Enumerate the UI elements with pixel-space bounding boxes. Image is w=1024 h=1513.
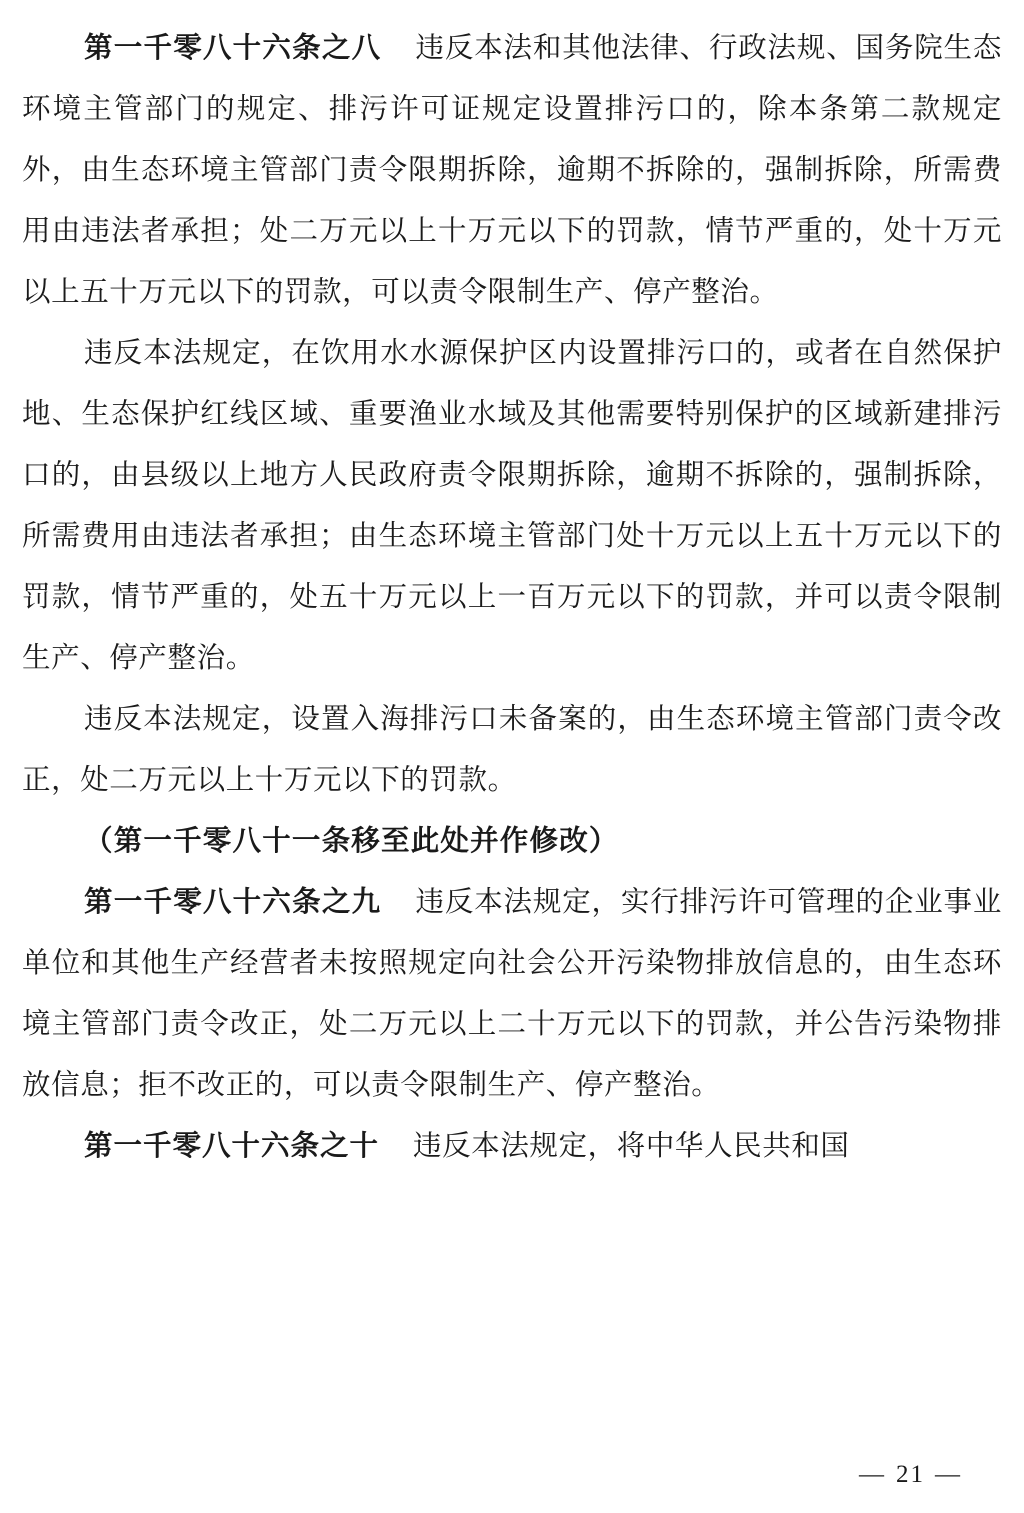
article-text: 违反本法和其他法律、行政法规、国务院生态环境主管部门的规定、排污许可证规定设置排污口的，除本条第二款规定外，由生态环境主管部门责令限期拆除，逾期不拆除的，强制拆除，所需费用由违法者承担；处二万元以上十万元以下的罚款，情节严重的，处十万元以上五十万元以下的罚款，可以责令限制生产、停产整治。 bbox=[22, 33, 1002, 308]
paragraph-article-1086-10 bbox=[22, 1116, 1002, 1177]
article-label: 第一千零八十六条之九 bbox=[84, 887, 382, 918]
article-text: 违反本法规定，将中华人民共和国 bbox=[413, 1131, 850, 1162]
paragraph-text: 违反本法规定，在饮用水水源保护区内设置排污口的，或者在自然保护地、生态保护红线区域、重要渔业水域及其他需要特别保护的区域新建排污口的，由县级以上地方人民政府责令限期拆除，逾期不拆除的，强制拆除，所需费用由违法者承担；由生态环境主管部门处十万元以上五十万元以下的罚款，情节严重的，处五十万元以上一百万元以下的罚款，并可以责令限制生产、停产整治。 bbox=[22, 338, 1002, 674]
article-text: 违反本法规定，实行排污许可管理的企业事业单位和其他生产经营者未按照规定向社会公开污染物排放信息的，由生态环境主管部门责令改正，处二万元以上二十万元以下的罚款，并公告污染物排放信息；拒不改正的，可以责令限制生产、停产整治。 bbox=[22, 887, 1002, 1101]
paragraph-article-1086-9 bbox=[22, 872, 1002, 1116]
page-number-dash-left: — bbox=[859, 1461, 886, 1488]
paragraph-body-2 bbox=[22, 323, 1002, 689]
paragraph-body-3 bbox=[22, 689, 1002, 811]
article-label: 第一千零八十六条之十 bbox=[84, 1131, 380, 1162]
paragraph-article-1086-8 bbox=[22, 18, 1002, 323]
paragraph-editorial-note bbox=[22, 811, 1002, 872]
page-number-value: 21 bbox=[896, 1461, 925, 1488]
page-number bbox=[849, 1461, 972, 1489]
paragraph-text: 违反本法规定，设置入海排污口未备案的，由生态环境主管部门责令改正，处二万元以上十万元以下的罚款。 bbox=[22, 704, 1002, 796]
article-label: 第一千零八十六条之八 bbox=[84, 33, 382, 64]
document-body bbox=[22, 18, 1002, 1177]
page-number-dash-right: — bbox=[935, 1461, 962, 1488]
editorial-note-text: （第一千零八十一条移至此处并作修改） bbox=[84, 826, 619, 857]
